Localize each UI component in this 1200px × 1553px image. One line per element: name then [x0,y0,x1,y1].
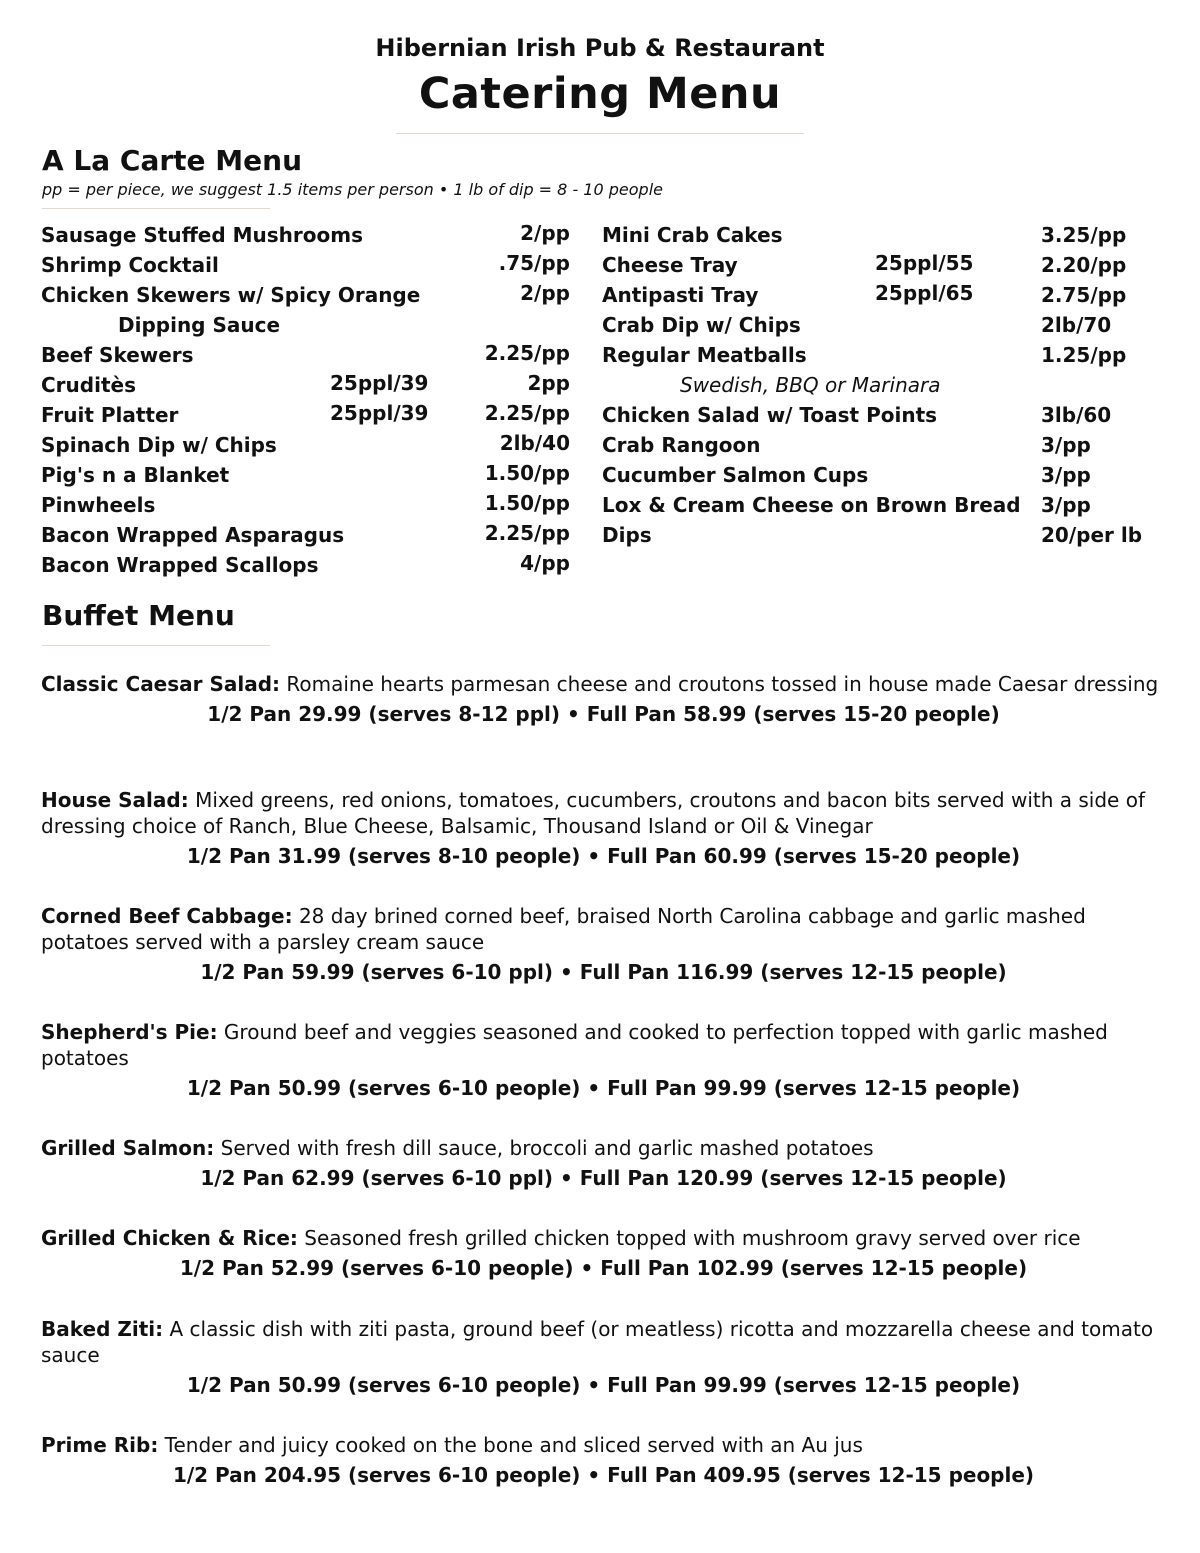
menu-item-name: Pinwheels [41,493,156,517]
buffet-item-desc: A classic dish with ziti pasta, ground beef (or meatless) ricotta and mozzarella cheese and tomato sauce [41,1317,1154,1367]
menu-item-price: 2.20/pp [1041,253,1127,277]
buffet-item-price: 1/2 Pan 59.99 (serves 6-10 ppl) • Full Pan 116.99 (serves 12-15 people) [200,960,1007,984]
buffet-item-name: Baked Ziti: [41,1317,164,1341]
buffet-item-text [41,1316,1166,1368]
menu-item-subline: Swedish, BBQ or Marinara [680,373,941,397]
buffet-item-price: 1/2 Pan 31.99 (serves 8-10 people) • Full Pan 60.99 (serves 15-20 people) [186,844,1021,868]
menu-item-price: 3.25/pp [1041,223,1127,247]
menu-item-price: 1.25/pp [1041,343,1127,367]
buffet-item-text [41,1432,1166,1458]
buffet-item-price: 1/2 Pan 50.99 (serves 6-10 people) • Full Pan 99.99 (serves 12-15 people) [186,1373,1021,1397]
buffet-item [41,1019,1166,1101]
menu-item-name: Chicken Skewers w/ Spicy Orange [41,283,421,307]
menu-item-price: 3/pp [1041,463,1091,487]
menu-item-qty: 25ppl/55 [875,251,974,275]
menu-item-name: Cheese Tray [602,253,738,277]
menu-item-name: Dips [602,523,652,547]
buffet-item-text [41,1019,1166,1071]
menu-item-name: Sausage Stuffed Mushrooms [41,223,364,247]
buffet-item-name: Grilled Salmon: [41,1136,215,1160]
buffet-item-text [41,671,1166,697]
menu-item-price: 1.50/pp [484,461,570,485]
menu-item-name: Bacon Wrapped Asparagus [41,523,345,547]
menu-item-price: 1.50/pp [484,491,570,515]
menu-item-name: Beef Skewers [41,343,194,367]
menu-item-price: 2pp [527,371,570,395]
menu-item-name: Shrimp Cocktail [41,253,219,277]
menu-item-price: 2.25/pp [484,401,570,425]
menu-item-price: 20/per lb [1041,523,1143,547]
buffet-item-desc: Served with fresh dill sauce, broccoli and garlic mashed potatoes [214,1136,874,1160]
menu-item-name: Fruit Platter [41,403,179,427]
title-divider [396,133,804,134]
menu-item-price: 3lb/60 [1041,403,1112,427]
menu-item-name: Chicken Salad w/ Toast Points [602,403,938,427]
menu-item-name: Spinach Dip w/ Chips [41,433,277,457]
buffet-item-desc: Mixed greens, red onions, tomatoes, cucumbers, croutons and bacon bits served with a side of dressing choice of Ranch, Blue Cheese, Balsamic, Thousand Island or Oil & Vinegar [41,788,1145,838]
menu-item-price: 2.25/pp [484,341,570,365]
page-title: Catering Menu [418,69,782,119]
menu-item-name: Crab Rangoon [602,433,761,457]
buffet-item-price: 1/2 Pan 52.99 (serves 6-10 people) • Full Pan 102.99 (serves 12-15 people) [179,1256,1028,1280]
restaurant-name: Hibernian Irish Pub & Restaurant [375,34,825,62]
menu-item-name: Cucumber Salmon Cups [602,463,869,487]
menu-item-price: 2lb/70 [1041,313,1112,337]
buffet-item-price: 1/2 Pan 29.99 (serves 8-12 ppl) • Full Pan 58.99 (serves 15-20 people) [207,702,1000,726]
buffet-item [41,903,1166,985]
menu-item-price: 2.25/pp [484,521,570,545]
buffet-item-desc: 28 day brined corned beef, braised North Carolina cabbage and garlic mashed potatoes served with a parsley cream sauce [41,904,1086,954]
menu-item-price: 3/pp [1041,433,1091,457]
buffet-item-price: 1/2 Pan 50.99 (serves 6-10 people) • Full Pan 99.99 (serves 12-15 people) [186,1076,1021,1100]
menu-item-qty: 25ppl/39 [330,401,429,425]
buffet-item-desc: Ground beef and veggies seasoned and cooked to perfection topped with garlic mashed potatoes [41,1020,1108,1070]
buffet-item-desc: Romaine hearts parmesan cheese and croutons tossed in house made Caesar dressing [280,672,1159,696]
menu-item-name: Crab Dip w/ Chips [602,313,801,337]
menu-item-price: .75/pp [498,251,570,275]
menu-item-subline: Dipping Sauce [118,313,281,337]
a-la-carte-note: pp = per piece, we suggest 1.5 items per person • 1 lb of dip = 8 - 10 people [42,180,663,199]
menu-item-name: Pig's n a Blanket [41,463,230,487]
menu-item-name: Regular Meatballs [602,343,807,367]
buffet-item-name: Classic Caesar Salad: [41,672,281,696]
buffet-item-text [41,1225,1166,1251]
buffet-item-text [41,903,1166,955]
buffet-item-desc: Tender and juicy cooked on the bone and sliced served with an Au jus [158,1433,863,1457]
buffet-item-name: Grilled Chicken & Rice: [41,1226,298,1250]
a-la-carte-title: A La Carte Menu [42,144,302,177]
buffet-item [41,671,1166,727]
buffet-item [41,787,1166,869]
buffet-item-price: 1/2 Pan 204.95 (serves 6-10 people) • Full Pan 409.95 (serves 12-15 people) [172,1463,1035,1487]
buffet-item [41,1225,1166,1281]
buffet-item-name: Corned Beef Cabbage: [41,904,293,928]
buffet-divider [42,645,270,646]
buffet-item [41,1432,1166,1488]
menu-item-price: 3/pp [1041,493,1091,517]
buffet-item [41,1135,1166,1191]
menu-item-name: Antipasti Tray [602,283,759,307]
menu-item-name: Cruditès [41,373,136,397]
a-la-carte-divider [42,208,270,209]
menu-item-price: 4/pp [520,551,570,575]
buffet-title: Buffet Menu [42,599,235,632]
menu-item-price: 2/pp [520,221,570,245]
buffet-item-desc: Seasoned fresh grilled chicken topped with mushroom gravy served over rice [297,1226,1081,1250]
menu-item-name: Mini Crab Cakes [602,223,783,247]
buffet-item-text [41,1135,1166,1161]
buffet-item-name: Shepherd's Pie: [41,1020,218,1044]
buffet-item [41,1316,1166,1398]
menu-item-price: 2.75/pp [1041,283,1127,307]
menu-item-name: Bacon Wrapped Scallops [41,553,319,577]
menu-item-price: 2lb/40 [499,431,570,455]
buffet-item-price: 1/2 Pan 62.99 (serves 6-10 ppl) • Full Pan 120.99 (serves 12-15 people) [200,1166,1007,1190]
buffet-item-text [41,787,1166,839]
menu-item-name: Lox & Cream Cheese on Brown Bread [602,493,1021,517]
menu-item-qty: 25ppl/65 [875,281,974,305]
buffet-item-name: Prime Rib: [41,1433,159,1457]
menu-item-price: 2/pp [520,281,570,305]
buffet-item-name: House Salad: [41,788,189,812]
menu-item-qty: 25ppl/39 [330,371,429,395]
